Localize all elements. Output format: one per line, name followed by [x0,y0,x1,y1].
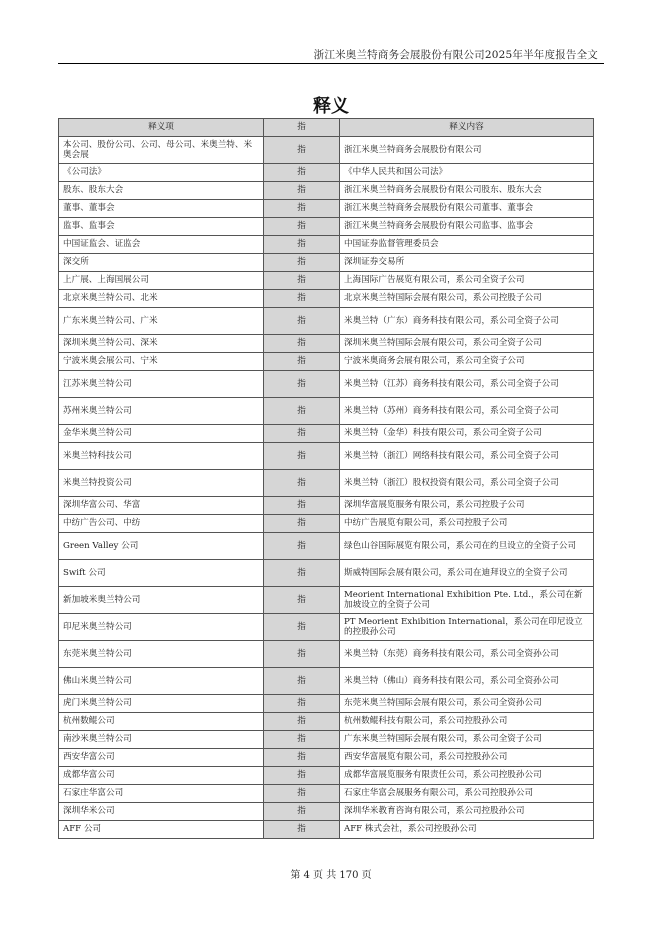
table-row [59,749,594,767]
definition-cell: 浙江米奥兰特商务会展股份有限公司董事、董事会 [340,200,594,218]
definition-cell: 《中华人民共和国公司法》 [340,164,594,182]
table-row [59,821,594,839]
table-row [59,425,594,443]
definition-cell: 石家庄华富会展服务有限公司，系公司控股孙公司 [340,785,594,803]
term-cell: Green Valley 公司 [59,533,264,560]
term-cell: 深交所 [59,254,264,272]
page-footer: 第 4 页 共 170 页 [290,870,372,881]
table-row [59,767,594,785]
definition-cell: 深圳米奥兰特国际会展有限公司，系公司全资子公司 [340,335,594,353]
definition-cell: 米奥兰特（苏州）商务科技有限公司，系公司全资子公司 [340,398,594,425]
mid-cell: 指 [264,353,340,371]
table-row [59,497,594,515]
table-row [59,254,594,272]
term-cell: 广东米奥兰特公司、广米 [59,308,264,335]
mid-cell: 指 [264,515,340,533]
mid-cell: 指 [264,425,340,443]
table-row [59,695,594,713]
definition-cell: 西安华富展览有限公司，系公司控股孙公司 [340,749,594,767]
mid-cell: 指 [264,785,340,803]
table-row [59,803,594,821]
definition-cell: Meorient International Exhibition Pte. Ltd.，系公司在新加坡设立的全资子公司 [340,587,594,614]
report-header: 浙江米奥兰特商务会展股份有限公司2025年半年度报告全文 [313,49,598,61]
definition-cell: 中纺广告展览有限公司，系公司控股子公司 [340,515,594,533]
table-row [59,515,594,533]
term-cell: 深圳米奥兰特公司、深米 [59,335,264,353]
mid-cell: 指 [264,803,340,821]
term-cell: 印尼米奥兰特公司 [59,614,264,641]
term-cell: 《公司法》 [59,164,264,182]
term-cell: 杭州数鲲公司 [59,713,264,731]
term-cell: 董事、董事会 [59,200,264,218]
term-cell: 深圳华米公司 [59,803,264,821]
mid-cell: 指 [264,713,340,731]
definition-cell: 杭州数鲲科技有限公司，系公司控股孙公司 [340,713,594,731]
table-row [59,236,594,254]
table-row [59,371,594,398]
definition-cell: 成都华富展览服务有限责任公司，系公司控股孙公司 [340,767,594,785]
table-row [59,398,594,425]
table-row [59,290,594,308]
definition-cell: 斯威特国际会展有限公司，系公司在迪拜设立的全资子公司 [340,560,594,587]
mid-cell: 指 [264,137,340,164]
term-cell: 本公司、股份公司、公司、母公司、米奥兰特、米奥会展 [59,137,264,164]
definition-cell: PT Meorient Exhibition International，系公司在印尼设立的控股孙公司 [340,614,594,641]
mid-cell: 指 [264,767,340,785]
term-cell: 米奥兰特科技公司 [59,443,264,470]
definition-cell: AFF 株式会社，系公司控股孙公司 [340,821,594,839]
table-row [59,335,594,353]
term-cell: 监事、监事会 [59,218,264,236]
mid-cell: 指 [264,182,340,200]
table-row [59,200,594,218]
table-row [59,443,594,470]
term-cell: 新加坡米奥兰特公司 [59,587,264,614]
definition-cell: 上海国际广告展览有限公司，系公司全资子公司 [340,272,594,290]
term-cell: 东莞米奥兰特公司 [59,641,264,668]
term-cell: 苏州米奥兰特公司 [59,398,264,425]
term-cell: 江苏米奥兰特公司 [59,371,264,398]
header-definition: 释义内容 [340,119,594,137]
table-row [59,533,594,560]
table-row [59,731,594,749]
term-cell: 上广展、上海国展公司 [59,272,264,290]
table-row [59,353,594,371]
definition-cell: 浙江米奥兰特商务会展股份有限公司 [340,137,594,164]
term-cell: Swift 公司 [59,560,264,587]
table-row [59,272,594,290]
term-cell: 佛山米奥兰特公司 [59,668,264,695]
header-term: 释义项 [59,119,264,137]
mid-cell: 指 [264,218,340,236]
mid-cell: 指 [264,164,340,182]
term-cell: 深圳华富公司、华富 [59,497,264,515]
definition-cell: 浙江米奥兰特商务会展股份有限公司股东、股东大会 [340,182,594,200]
definition-cell: 北京米奥兰特国际会展有限公司，系公司控股子公司 [340,290,594,308]
term-cell: 北京米奥兰特公司、北米 [59,290,264,308]
definition-cell: 绿色山谷国际展览有限公司，系公司在约旦设立的全资子公司 [340,533,594,560]
term-cell: 南沙米奥兰特公司 [59,731,264,749]
table-row [59,137,594,164]
page-title: 释义 [313,96,349,117]
term-cell: 虎门米奥兰特公司 [59,695,264,713]
header-mid: 指 [264,119,340,137]
definition-cell: 米奥兰特（金华）科技有限公司，系公司全资子公司 [340,425,594,443]
mid-cell: 指 [264,533,340,560]
definition-cell: 深圳华富展览服务有限公司，系公司控股子公司 [340,497,594,515]
mid-cell: 指 [264,695,340,713]
mid-cell: 指 [264,443,340,470]
definition-cell: 米奥兰特（江苏）商务科技有限公司，系公司全资子公司 [340,371,594,398]
table-row [59,668,594,695]
definition-cell: 宁波米奥商务会展有限公司，系公司全资子公司 [340,353,594,371]
mid-cell: 指 [264,614,340,641]
term-cell: 成都华富公司 [59,767,264,785]
header-divider [58,63,604,64]
mid-cell: 指 [264,821,340,839]
mid-cell: 指 [264,308,340,335]
mid-cell: 指 [264,200,340,218]
table-row [59,560,594,587]
mid-cell: 指 [264,668,340,695]
definition-cell: 米奥兰特（佛山）商务科技有限公司，系公司全资孙公司 [340,668,594,695]
table-body [59,137,594,839]
term-cell: 石家庄华富公司 [59,785,264,803]
mid-cell: 指 [264,731,340,749]
definition-cell: 米奥兰特（广东）商务科技有限公司，系公司全资子公司 [340,308,594,335]
definition-cell: 中国证券监督管理委员会 [340,236,594,254]
term-cell: 宁波米奥会展公司、宁米 [59,353,264,371]
table-row [59,641,594,668]
mid-cell: 指 [264,272,340,290]
mid-cell: 指 [264,398,340,425]
definitions-table [58,118,594,839]
definition-cell: 广东米奥兰特国际会展有限公司，系公司全资子公司 [340,731,594,749]
definition-cell: 米奥兰特（东莞）商务科技有限公司，系公司全资孙公司 [340,641,594,668]
definition-cell: 浙江米奥兰特商务会展股份有限公司监事、监事会 [340,218,594,236]
mid-cell: 指 [264,371,340,398]
term-cell: 股东、股东大会 [59,182,264,200]
definition-cell: 米奥兰特（浙江）股权投资有限公司，系公司全资子公司 [340,470,594,497]
mid-cell: 指 [264,236,340,254]
table-row [59,713,594,731]
term-cell: AFF 公司 [59,821,264,839]
mid-cell: 指 [264,587,340,614]
mid-cell: 指 [264,749,340,767]
mid-cell: 指 [264,641,340,668]
term-cell: 中国证监会、证监会 [59,236,264,254]
definition-cell: 深圳证券交易所 [340,254,594,272]
definition-cell: 东莞米奥兰特国际会展有限公司，系公司全资孙公司 [340,695,594,713]
definition-cell: 深圳华米教育咨询有限公司，系公司控股孙公司 [340,803,594,821]
term-cell: 米奥兰特投资公司 [59,470,264,497]
term-cell: 金华米奥兰特公司 [59,425,264,443]
mid-cell: 指 [264,290,340,308]
table-row [59,218,594,236]
mid-cell: 指 [264,470,340,497]
mid-cell: 指 [264,560,340,587]
mid-cell: 指 [264,497,340,515]
table-row [59,587,594,614]
table-row [59,164,594,182]
mid-cell: 指 [264,254,340,272]
term-cell: 中纺广告公司、中纺 [59,515,264,533]
table-row [59,614,594,641]
definition-cell: 米奥兰特（浙江）网络科技有限公司，系公司全资子公司 [340,443,594,470]
table-row [59,308,594,335]
mid-cell: 指 [264,335,340,353]
table-row [59,182,594,200]
table-row [59,785,594,803]
table-header-row [59,119,594,137]
table-row [59,470,594,497]
term-cell: 西安华富公司 [59,749,264,767]
